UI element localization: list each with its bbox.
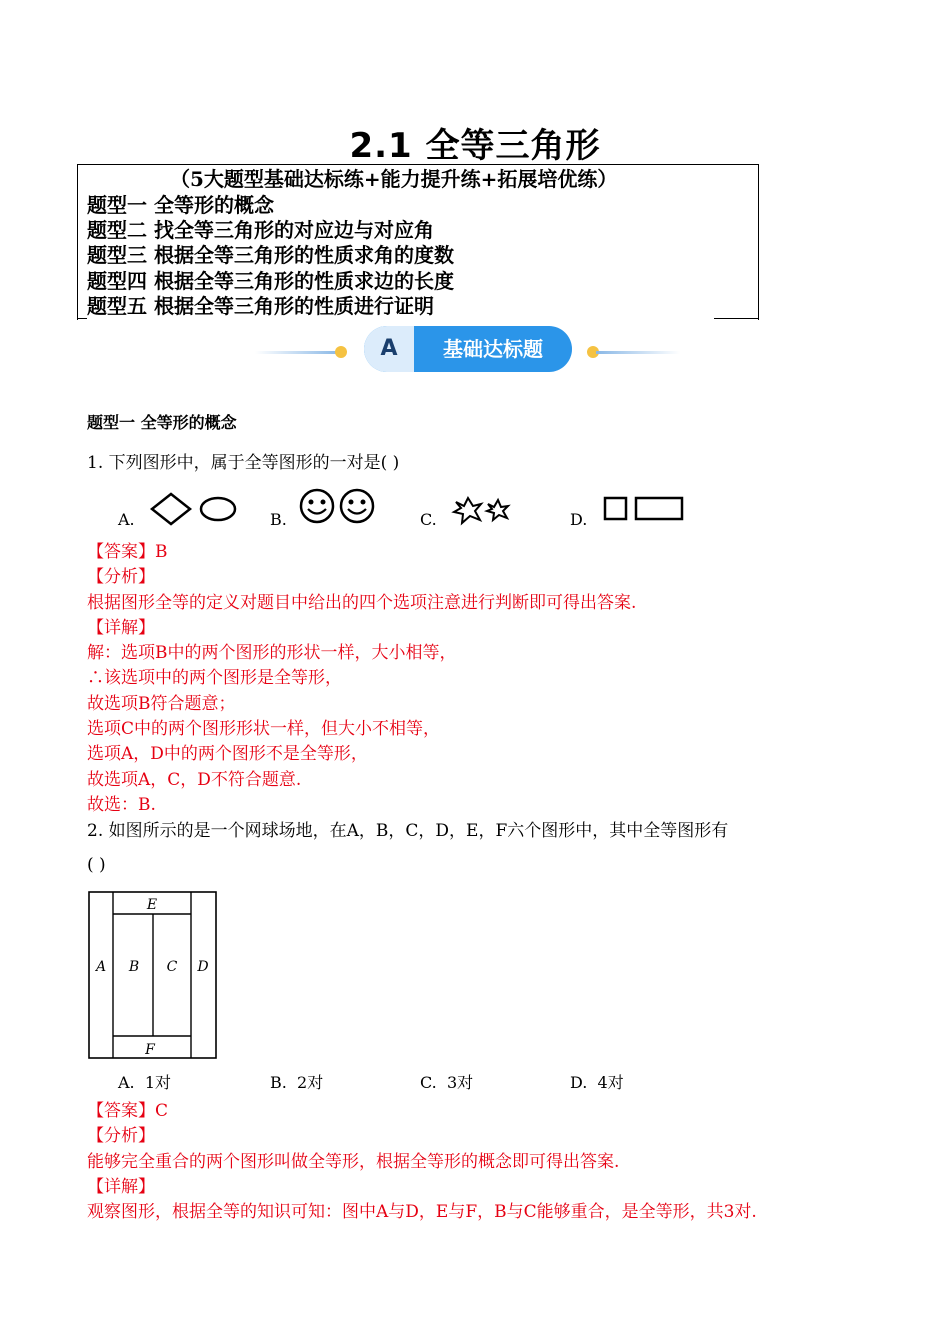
q1-option-a: A. [118,510,135,529]
q2-analysis-label: 【分析】 [87,1126,155,1146]
q2-option-b-text: 2对 [297,1073,324,1092]
q1-option-d-figure [600,494,688,524]
region-label-c: C [166,959,178,975]
q1-detail-line-6: 故选项A，C，D不符合题意. [87,770,302,790]
region-label-d: D [197,959,209,975]
q2-option-d-letter: D. [570,1073,588,1092]
q2-stem: 2. 如图所示的是一个网球场地，在A，B，C，D，E，F六个图形中，其中全等图形有 [87,821,729,841]
q1-detail-line-4: 选项C中的两个图形形状一样，但大小不相等， [87,719,441,739]
box-bottom-border-right [714,318,758,319]
q2-option-d [570,1070,624,1093]
banner-label: 基础达标题 [443,337,543,361]
q1-detail-line-5: 选项A，D中的两个图形不是全等形， [87,744,368,764]
region-label-e: E [146,897,158,913]
q2-option-c-text: 3对 [446,1073,474,1092]
q2-option-c-letter: C. [420,1073,437,1092]
q1-option-d: D. [570,510,588,529]
section-title: 题型一 全等形的概念 [87,413,237,432]
rectangle-shape [636,498,682,519]
section-banner [364,326,572,372]
q1-option-b-figure [298,486,378,526]
q1-analysis-label: 【分析】 [87,567,155,587]
q2-detail-label: 【详解】 [87,1177,155,1197]
banner-letter: A [364,326,414,372]
q1-detail-line-3: 故选项B符合题意； [87,694,236,714]
q1-detail-line-7: 故选：B. [87,795,156,815]
diamond-shape [152,494,190,524]
banner-line-left [255,351,339,354]
q2-detail: 观察图形，根据全等的知识可知：图中A与D，E与F，B与C能够重合，是全等形，共3对. [87,1202,757,1222]
q2-option-a [118,1070,171,1093]
question-type-5: 题型五 根据全等三角形的性质进行证明 [87,294,434,318]
q1-option-a-figure [148,490,240,528]
square-shape [605,498,626,519]
q2-option-b [270,1070,323,1093]
q2-analysis: 能够完全重合的两个图形叫做全等形，根据全等形的概念即可得出答案. [87,1152,620,1172]
q1-option-c: C. [420,510,437,529]
irregular-star-large [454,498,481,523]
ellipse-shape [201,498,235,520]
smiley-face-1 [301,490,333,522]
q1-answer: 【答案】B [87,542,168,562]
question-type-1: 题型一 全等形的概念 [87,193,274,217]
q2-option-a-letter: A. [118,1073,135,1092]
tennis-court-figure [87,890,219,1062]
q1-option-c-figure [450,494,518,526]
q2-option-c [420,1070,473,1093]
page-title: 2.1 全等三角形 [349,126,601,166]
q2-answer: 【答案】C [87,1101,169,1121]
irregular-star-small [487,500,508,520]
q2-stem-continued: ( ) [87,855,106,875]
region-label-a: A [95,959,107,975]
q2-option-a-text: 1对 [144,1073,171,1092]
box-subtitle: （5大题型基础达标练+能力提升练+拓展培优练） [170,167,618,191]
banner-dot-left [335,346,347,358]
q1-detail-label: 【详解】 [87,618,155,638]
question-type-4: 题型四 根据全等三角形的性质求边的长度 [87,269,454,293]
region-label-b: B [128,959,140,975]
q1-detail-line-1: 解：选项B中的两个图形的形状一样，大小相等， [87,643,457,663]
banner-line-right [596,351,680,354]
q1-analysis: 根据图形全等的定义对题目中给出的四个选项注意进行判断即可得出答案. [87,593,637,613]
q1-detail-line-2: ∴该选项中的两个图形是全等形， [87,668,342,688]
q1-option-b: B. [270,510,287,529]
q2-option-b-letter: B. [270,1073,287,1092]
smiley-face-2 [341,490,373,522]
q1-stem: 1. 下列图形中，属于全等图形的一对是( ) [87,453,400,473]
box-bottom-border-left [77,318,87,319]
region-label-f: F [145,1042,155,1058]
q2-option-d-text: 4对 [597,1073,624,1092]
question-type-3: 题型三 根据全等三角形的性质求角的度数 [87,243,454,267]
question-type-2: 题型二 找全等三角形的对应边与对应角 [87,218,434,242]
